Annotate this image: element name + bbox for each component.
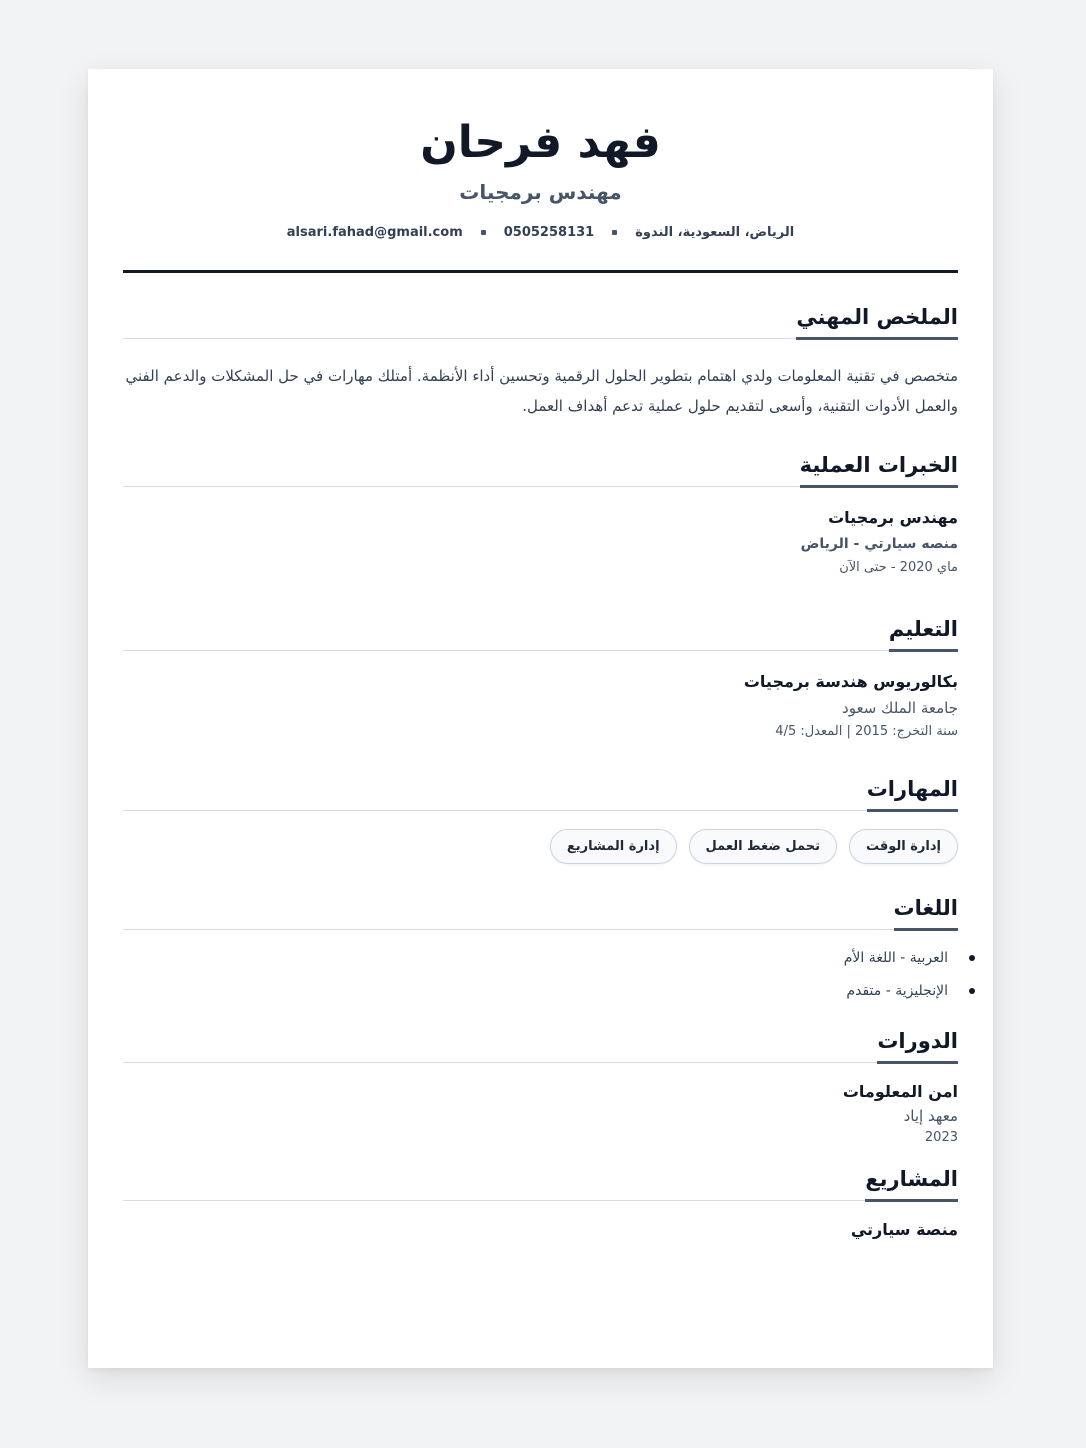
separator-dot (612, 230, 617, 235)
contact-info (123, 225, 958, 240)
skill-chip: إدارة المشاريع (550, 829, 677, 864)
course-provider: معهد إياد (903, 1107, 958, 1125)
summary-section (123, 299, 958, 421)
experience-title: الخبرات العملية (800, 451, 958, 488)
course-name: امن المعلومات (842, 1082, 958, 1101)
skill-chip: إدارة الوقت (849, 829, 958, 864)
skills-title: المهارات (867, 775, 958, 812)
experience-section (123, 447, 958, 577)
course-year: 2023 (924, 1130, 958, 1145)
language-item: الإنجليزية - متقدم (123, 981, 958, 1001)
section-heading (123, 611, 958, 651)
education-details: سنة التخرج: 2015 | المعدل: 4/5 (775, 724, 958, 739)
header-divider (123, 270, 958, 273)
section-heading (123, 299, 958, 339)
languages-list (123, 948, 958, 1001)
education-entry (123, 671, 958, 741)
resume-header (123, 69, 958, 273)
project-name: منصة سيارتي (850, 1220, 958, 1239)
candidate-job-title: مهندس برمجيات (459, 180, 622, 204)
project-entry (123, 1219, 958, 1241)
summary-title: الملخص المهني (796, 303, 958, 340)
section-heading (123, 771, 958, 811)
section-heading (123, 1023, 958, 1063)
separator-dot (481, 230, 486, 235)
education-section (123, 611, 958, 741)
experience-entry (123, 507, 958, 577)
skills-section (123, 771, 958, 864)
languages-title: اللغات (894, 894, 959, 931)
courses-section (123, 1023, 958, 1147)
section-heading (123, 447, 958, 487)
experience-role: مهندس برمجيات (828, 508, 958, 527)
courses-title: الدورات (877, 1027, 958, 1064)
section-heading (123, 890, 958, 930)
candidate-name: فهد فرحان (420, 117, 661, 168)
experience-dates: ماي 2020 - حتى الآن (839, 560, 958, 575)
section-heading (123, 1161, 958, 1201)
contact-location: الرياض، السعودية، الندوة (635, 225, 795, 240)
course-entry (123, 1081, 958, 1147)
language-item: العربية - اللغة الأم (123, 948, 958, 968)
skill-chip: تحمل ضغط العمل (689, 829, 837, 864)
experience-company: منصه سيارتي - الرياض (800, 536, 958, 552)
projects-title: المشاريع (865, 1165, 958, 1202)
skills-list (123, 829, 958, 864)
projects-section (123, 1161, 958, 1241)
resume-page (88, 69, 993, 1368)
contact-email[interactable]: alsari.fahad@gmail.com (286, 225, 463, 240)
contact-phone[interactable]: 0505258131 (503, 225, 595, 240)
education-title: التعليم (889, 615, 958, 652)
education-school: جامعة الملك سعود (842, 699, 958, 717)
languages-section (123, 890, 958, 1001)
summary-text: متخصص في تقنية المعلومات ولدي اهتمام بتطوير الحلول الرقمية وتحسين أداء الأنظمة. أمتلك مهارات في حل المشكلات والدعم الفني والعمل الأدوات التقنية، وأسعى لتقديم حلول عملية تدعم أهداف العمل. (125, 367, 958, 415)
education-degree: بكالوريوس هندسة برمجيات (743, 672, 958, 691)
